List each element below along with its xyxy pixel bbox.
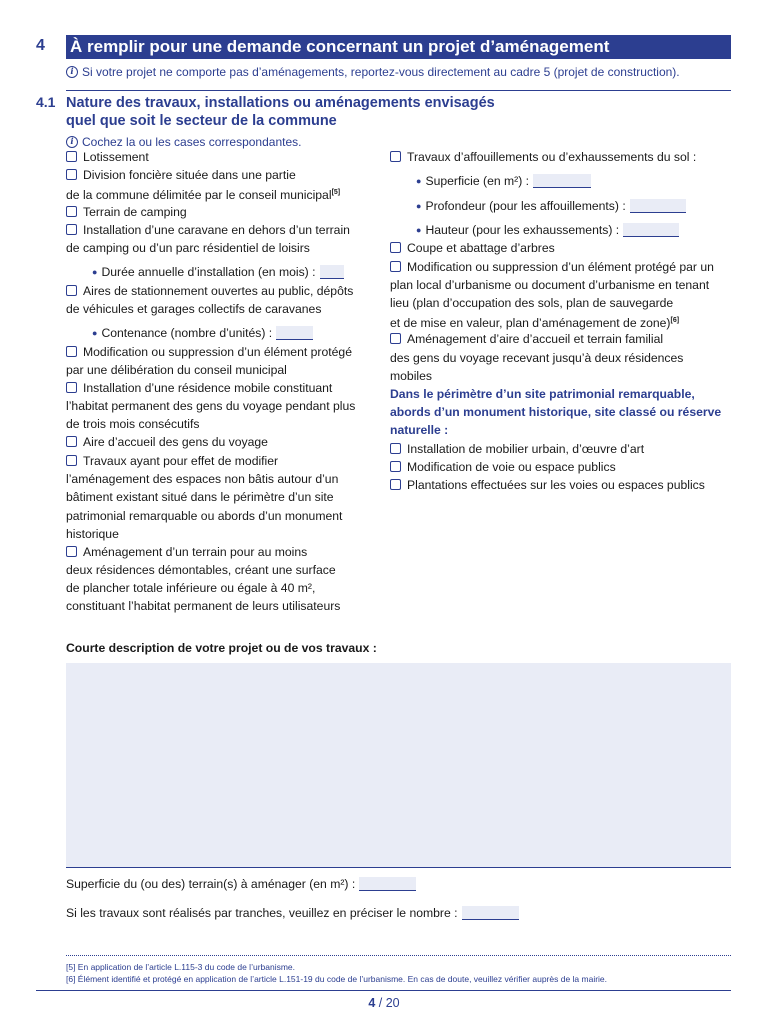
page-number — [0, 996, 768, 1010]
subsection-title — [66, 94, 586, 130]
checkbox[interactable] — [390, 333, 401, 344]
option-voie-publique[interactable] — [390, 458, 616, 476]
option-affouillements[interactable] — [390, 148, 696, 166]
contenance-input[interactable] — [276, 326, 313, 340]
checkbox[interactable] — [390, 443, 401, 454]
profondeur-input[interactable] — [630, 199, 686, 213]
option-modif-element-plu-cont2 — [390, 294, 673, 312]
option-travaux-espaces-cont — [66, 470, 338, 488]
checkbox[interactable] — [390, 261, 401, 272]
bullet-icon: ● — [92, 267, 98, 277]
page-total: 20 — [385, 996, 400, 1010]
option-modif-element-plu-cont — [390, 276, 709, 294]
option-label: Aménagement d’un terrain pour au moins — [83, 545, 308, 559]
option-label: plan local d’urbanisme ou document d’urbanisme en tenant — [390, 278, 710, 292]
checkbox[interactable] — [66, 546, 77, 557]
duree-row — [92, 263, 344, 281]
footnote-6: [6] Élément identifié et protégé en application de l’article L.151-19 du code de l’urbanisme. En cas de doute, veuillez vérifier auprès de la mairie. — [66, 974, 608, 984]
option-label: Installation d’une caravane en dehors d’un terrain — [83, 223, 350, 237]
subsection-info-text: Cochez la ou les cases correspondantes. — [82, 135, 302, 149]
contenance-row — [92, 324, 313, 342]
option-amenagement-terrain-cont2 — [66, 579, 315, 597]
option-label: par une délibération du conseil municipal — [66, 363, 287, 377]
profondeur-label: Profondeur (pour les affouillements) : — [425, 199, 626, 213]
checkbox[interactable] — [66, 436, 77, 447]
checkbox[interactable] — [390, 242, 401, 253]
option-travaux-espaces-cont4 — [66, 525, 119, 543]
option-label: patrimonial remarquable ou abords d’un monument — [66, 509, 343, 523]
section-number: 4 — [36, 37, 45, 54]
option-residence-mobile[interactable] — [66, 379, 332, 397]
checkbox[interactable] — [390, 151, 401, 162]
bullet-icon: ● — [416, 176, 422, 186]
option-label: de camping ou d’un parc résidentiel de loisirs — [66, 241, 310, 255]
perimetre-heading-cont: abords d’un monument historique, site classé ou réserve — [390, 405, 722, 419]
page-current: 4 — [368, 996, 376, 1010]
checkbox[interactable] — [66, 346, 77, 357]
option-label: de trois mois consécutifs — [66, 417, 200, 431]
option-label: Travaux ayant pour effet de modifier — [83, 454, 279, 468]
footnote-ref: [5] — [331, 189, 341, 196]
checkbox[interactable] — [390, 461, 401, 472]
section-info-note — [66, 65, 680, 79]
contenance-label: Contenance (nombre d’unités) : — [101, 326, 273, 340]
option-label: l’aménagement des espaces non bâtis autour d’un — [66, 472, 339, 486]
option-label: Lotissement — [83, 150, 149, 164]
option-aires-stationnement-cont — [66, 300, 321, 318]
footnote-divider — [66, 955, 731, 956]
option-modif-element-cm[interactable] — [66, 343, 352, 361]
section-title: À remplir pour une demande concernant un projet d’aménagement — [70, 37, 610, 56]
checkbox[interactable] — [66, 151, 77, 162]
surface-input[interactable] — [359, 877, 416, 891]
option-label: historique — [66, 527, 119, 541]
option-aire-familial-cont2 — [390, 367, 432, 385]
option-label: l’habitat permanent des gens du voyage pendant plus — [66, 399, 356, 413]
option-aire-familial[interactable] — [390, 330, 663, 348]
description-textarea[interactable] — [66, 663, 731, 868]
checkbox[interactable] — [66, 224, 77, 235]
option-mobilier-urbain[interactable] — [390, 440, 644, 458]
option-plantations[interactable] — [390, 476, 705, 494]
option-travaux-espaces[interactable] — [66, 452, 278, 470]
option-label: de plancher totale inférieure ou égale à 40 m², — [66, 581, 316, 595]
section-info-text: Si votre projet ne comporte pas d’aménagements, reportez-vous directement au cadre 5 (projet de construction). — [82, 65, 680, 79]
checkbox[interactable] — [66, 382, 77, 393]
subsection-title-line2: quel que soit le secteur de la commune — [66, 113, 337, 129]
tranches-row — [66, 906, 519, 920]
info-icon: i — [66, 136, 78, 148]
option-label: Installation de mobilier urbain, d’œuvre d’art — [407, 442, 645, 456]
profondeur-row — [416, 197, 686, 215]
bullet-icon: ● — [416, 201, 422, 211]
surface-row — [66, 877, 416, 891]
checkbox[interactable] — [66, 455, 77, 466]
duree-label: Durée annuelle d’installation (en mois) : — [101, 265, 316, 279]
option-label: de véhicules et garages collectifs de caravanes — [66, 302, 322, 316]
option-caravane-cont — [66, 239, 310, 257]
tranches-input[interactable] — [462, 906, 519, 920]
option-label: deux résidences démontables, créant une surface — [66, 563, 336, 577]
footer-divider — [36, 990, 731, 991]
option-modif-element-plu-cont3 — [390, 312, 679, 330]
option-amenagement-terrain-cont — [66, 561, 336, 579]
option-label: Modification de voie ou espace publics — [407, 460, 616, 474]
tranches-label: Si les travaux sont réalisés par tranches, veuillez en préciser le nombre : — [66, 906, 458, 920]
page-separator: / — [375, 996, 386, 1010]
option-label: Installation d’une résidence mobile constituant — [83, 381, 333, 395]
checkbox[interactable] — [390, 479, 401, 490]
hauteur-input[interactable] — [623, 223, 679, 237]
option-label: Aires de stationnement ouvertes au public, dépôts — [83, 284, 354, 298]
subsection-title-line1: Nature des travaux, installations ou aménagements envisagés — [66, 95, 495, 111]
option-coupe-arbres[interactable] — [390, 239, 555, 257]
subsection-number: 4.1 — [36, 94, 56, 110]
footnote-ref: [6] — [670, 317, 680, 324]
checkbox[interactable] — [66, 206, 77, 217]
option-label: bâtiment existant situé dans le périmètre d’un site — [66, 490, 334, 504]
option-label: Modification ou suppression d’un élément protégé par un — [407, 260, 714, 274]
option-division-fonciere-cont — [66, 184, 340, 202]
option-aire-accueil[interactable] — [66, 433, 268, 451]
option-label: Coupe et abattage d’arbres — [407, 241, 555, 255]
superficie-label: Superficie (en m²) : — [425, 174, 530, 188]
bullet-icon: ● — [416, 225, 422, 235]
option-label: constituant l’habitat permanent de leurs utilisateurs — [66, 599, 341, 613]
option-residence-mobile-cont — [66, 397, 355, 415]
bullet-icon: ● — [92, 328, 98, 338]
option-label: et de mise en valeur, plan d’aménagement de zone) — [390, 316, 671, 330]
duree-input[interactable] — [320, 265, 344, 279]
option-label: Aménagement d’aire d’accueil et terrain familial — [407, 332, 664, 346]
option-label: Terrain de camping — [83, 205, 187, 219]
option-aire-familial-cont — [390, 349, 683, 367]
option-modif-element-plu[interactable] — [390, 258, 714, 276]
option-label: Division foncière située dans une partie — [83, 168, 296, 182]
option-label: lieu (plan d’occupation des sols, plan de sauvegarde — [390, 296, 674, 310]
option-label: mobiles — [390, 369, 432, 383]
option-aires-stationnement[interactable] — [66, 282, 353, 300]
hauteur-label: Hauteur (pour les exhaussements) : — [425, 223, 620, 237]
option-label: Plantations effectuées sur les voies ou espaces publics — [407, 478, 705, 492]
checkbox[interactable] — [66, 285, 77, 296]
option-label: Travaux d’affouillements ou d’exhaussements du sol : — [407, 150, 697, 164]
option-residence-mobile-cont2 — [66, 415, 199, 433]
perimetre-heading: Dans le périmètre d’un site patrimonial remarquable, — [390, 387, 695, 401]
option-amenagement-terrain[interactable] — [66, 543, 307, 561]
checkbox[interactable] — [66, 169, 77, 180]
option-terrain-camping[interactable] — [66, 203, 187, 221]
perimetre-heading-cont2: naturelle : — [390, 423, 449, 437]
option-label: Aire d’accueil des gens du voyage — [83, 435, 268, 449]
option-modif-element-cm-cont — [66, 361, 287, 379]
superficie-input[interactable] — [533, 174, 591, 188]
option-travaux-espaces-cont2 — [66, 488, 334, 506]
subsection-info-note — [66, 135, 301, 149]
option-caravane[interactable] — [66, 221, 350, 239]
option-label: des gens du voyage recevant jusqu’à deux résidences — [390, 351, 684, 365]
option-travaux-espaces-cont3 — [66, 507, 342, 525]
option-division-fonciere[interactable] — [66, 166, 296, 184]
info-icon: i — [66, 66, 78, 78]
description-label: Courte description de votre projet ou de vos travaux : — [66, 641, 377, 655]
option-lotissement[interactable] — [66, 148, 149, 166]
option-label: de la commune délimitée par le conseil municipal — [66, 188, 332, 202]
option-amenagement-terrain-cont3 — [66, 597, 340, 615]
hauteur-row — [416, 221, 679, 239]
option-label: Modification ou suppression d’un élément protégé — [83, 345, 352, 359]
section-divider — [66, 90, 731, 91]
surface-label: Superficie du (ou des) terrain(s) à aménager (en m²) : — [66, 877, 356, 891]
superficie-row — [416, 172, 591, 190]
footnote-5: [5] En application de l’article L.115-3 du code de l’urbanisme. — [66, 962, 296, 972]
